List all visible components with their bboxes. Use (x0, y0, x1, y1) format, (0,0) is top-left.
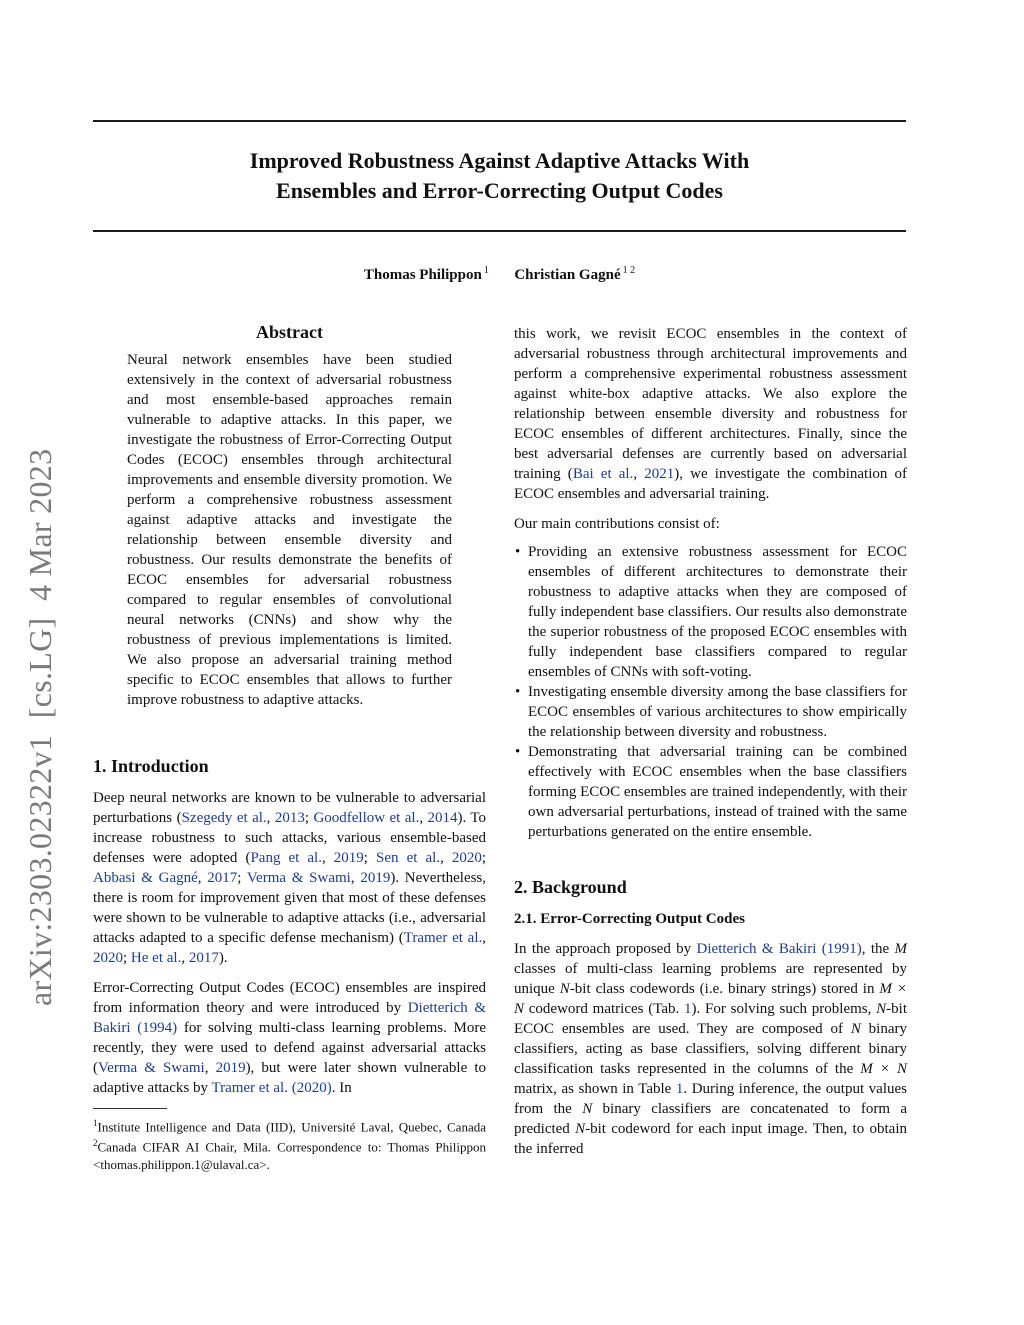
abstract-body: Neural network ensembles have been studied extensively in the context of adversarial robustness and most ensemble-based approaches remain vulnerable to adaptive attacks. In this paper, we investigate the robustness of Error-Correcting Output Codes (ECOC) ensembles through architectural improvements and ensemble diversity promotion. We perform a comprehensive robustness assessment against adaptive attacks and investigate the relationship between ensemble diversity and robustness. Our results demonstrate the benefits of ECOC ensembles for adversarial robustness compared to regular ensembles of convolutional neural networks (CNNs) and show why the robustness of previous implementations is limited. We also propose an adversarial training method specific to ECOC ensembles that allows to further improve robustness to adaptive attacks. (127, 352, 452, 708)
contributions-intro: Our main contributions consist of: (514, 516, 720, 532)
author-name: Thomas Philippon (363, 267, 482, 283)
introduction-paragraph-2: Error-Correcting Output Codes (ECOC) ensembles are inspired from information theory and were introduced by Dietterich & Bakiri (1994) for solving multi-class learning problems. More recently, they were used to defend against adversarial attacks (Verma & Swami, 2019), but were later shown vulnerable to adaptive attacks by Tramer et al. (2020). In (93, 980, 487, 1096)
citation-link[interactable]: 2017 (207, 870, 238, 886)
introduction-paragraph-3: this work, we revisit ECOC ensembles in the context of adversarial robustness through architectural improvements and perform a comprehensive experimental robustness assessment against white-box adaptive attacks. We also explore the relationship between ensemble diversity and robustness for ECOC ensembles of different architectures. Finally, since the best adversarial defenses are currently based on adversarial training (Bai et al., 2021), we investigate the combination of ECOC ensembles and adversarial training. (514, 326, 908, 502)
footnote-rule (93, 1108, 167, 1109)
citation-link[interactable]: 2020 (93, 950, 123, 966)
citation-link[interactable]: 2019 (215, 1060, 246, 1076)
table-reference-link[interactable]: 1 (675, 1081, 684, 1097)
background-paragraph: In the approach proposed by Dietterich & Bakiri (1991), the M classes of multi-class learning problems are represented by unique N-bit class codewords (i.e. binary strings) stored in M × N codeword matrices (Tab. 1). For solving such problems, N-bit ECOC ensembles are used. They are composed of N binary classifiers, acting as base classifiers, solving different binary classification tasks represented in the columns of the M × N matrix, as shown in Table 1. During inference, the output values from the N binary classifiers are concatenated to form a predicted N-bit codeword for each input image. Then, to obtain the inferred (514, 941, 908, 1157)
list-item: • Providing an extensive robustness assessment for ECOC ensembles of different architectures to demonstrate their robustness to adaptive attacks when they are composed of fully independent base classifiers. Our results also demonstrate the superior robustness of the proposed ECOC ensembles with fully independent base classifiers compared to regular ensembles of CNNs with soft-voting. (528, 542, 907, 682)
right-column (514, 324, 907, 1159)
citation-link[interactable]: (1991) (821, 941, 862, 957)
citation-link[interactable]: Tramer et al. (403, 930, 483, 946)
citation-link[interactable]: Tramer et al. (211, 1080, 288, 1096)
author-list (93, 265, 906, 284)
citation-link[interactable]: Bai et al. (572, 466, 634, 482)
author-affiliation-mark: 1 2 (622, 265, 636, 276)
introduction-paragraph-1: Deep neural networks are known to be vulnerable to adversarial perturbations (Szegedy et al., 2013; Goodfellow et al., 2014). To increase robustness to such attacks, various ensemble-based defenses were adopted (Pang et al., 2019; Sen et al., 2020; Abbasi & Gagné, 2017; Verma & Swami, 2019). Nevertheless, there is room for improvement given that most of these defenses were shown to be vulnerable to adaptive attacks (i.e., adversarial attacks adapted to a specific defense mechanism) (Tramer et al., 2020; He et al., 2017). (93, 790, 487, 966)
list-item: • Investigating ensemble diversity among the base classifiers for ECOC ensembles of various architectures to show empirically the relationship between diversity and robustness. (528, 682, 907, 742)
paper-title (93, 146, 906, 206)
citation-link[interactable]: 2014 (427, 810, 458, 826)
section-heading-background: 2. Background (514, 877, 627, 897)
list-item: • Demonstrating that adversarial training can be combined effectively with ECOC ensembles when the base classifiers forming ECOC ensembles are trained independently, with their own adversarial perturbations, instead of trained with the same perturbations generated on the entire ensemble. (528, 742, 907, 842)
citation-link[interactable]: Pang et al. (250, 850, 322, 866)
title-line-1: Improved Robustness Against Adaptive Attacks With (249, 148, 750, 173)
subsection-heading-ecoc: 2.1. Error-Correcting Output Codes (514, 911, 745, 927)
citation-link[interactable]: 2021 (644, 466, 675, 482)
citation-link[interactable]: 2019 (333, 850, 364, 866)
citation-link[interactable]: Verma & Swami (98, 1060, 205, 1076)
abstract-heading: Abstract (256, 322, 323, 342)
left-column (93, 318, 486, 1173)
citation-link[interactable]: (1994) (137, 1020, 178, 1036)
title-top-rule (93, 120, 906, 122)
citation-link[interactable]: Dietterich & Bakiri (93, 1000, 486, 1036)
section-heading-introduction: 1. Introduction (93, 756, 209, 776)
citation-link[interactable]: Goodfellow et al. (313, 810, 420, 826)
citation-link[interactable]: 2013 (274, 810, 305, 826)
table-reference-link[interactable]: 1 (684, 1001, 692, 1017)
citation-link[interactable]: Dietterich & Bakiri (696, 941, 817, 957)
citation-link[interactable]: 2017 (188, 950, 219, 966)
citation-link[interactable]: Verma & Swami (246, 870, 351, 886)
citation-link[interactable]: Szegedy et al. (181, 810, 267, 826)
author-name: Christian Gagné (514, 267, 621, 283)
arxiv-identifier-stamp: arXiv:2303.02322v1 [cs.LG] 4 Mar 2023 (22, 448, 58, 1006)
author-affiliation-mark: 1 (483, 265, 489, 276)
citation-link[interactable]: He et al. (130, 950, 182, 966)
citation-link[interactable]: Sen et al. (376, 850, 441, 866)
citation-link[interactable]: Abbasi & Gagné (93, 870, 198, 886)
footnote: $^1$Institute Intelligence and Data (IID), Université Laval, Quebec, Canada $^2$Canada CIFAR AI Chair, Mila. Correspondence to: Thomas Philippon <thomas.philippon.1@ulaval.ca>. (93, 1118, 486, 1172)
citation-link[interactable]: (2020) (291, 1080, 332, 1096)
title-line-2: Ensembles and Error-Correcting Output Codes (276, 178, 723, 203)
citation-link[interactable]: 2020 (451, 850, 482, 866)
title-bottom-rule (93, 230, 906, 232)
contributions-list (514, 542, 907, 842)
citation-link[interactable]: 2019 (360, 870, 391, 886)
